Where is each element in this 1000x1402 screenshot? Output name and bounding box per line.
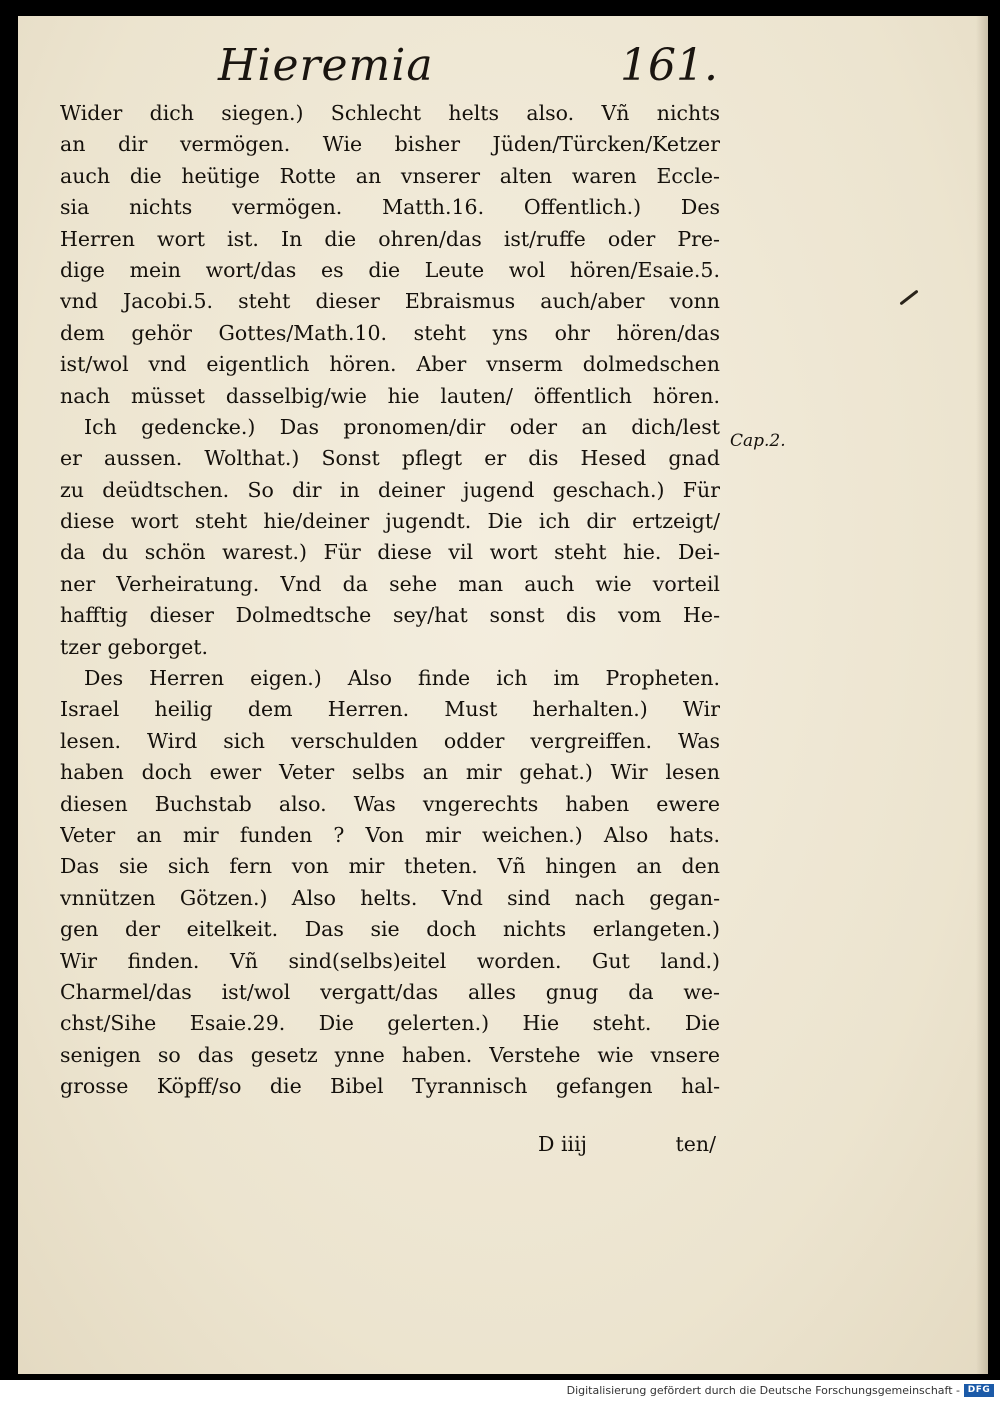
text-line: senigen so das gesetz ynne haben. Verstehe wie vnsere [60, 1042, 720, 1067]
text-line: auch die heütige Rotte an vnserer alten waren Eccle- [60, 163, 720, 188]
text-line: Herren wort ist. In die ohren/das ist/ruffe oder Pre- [60, 226, 720, 251]
text-line: haben doch ewer Veter selbs an mir gehat.) Wir lesen [60, 760, 720, 785]
text-line: ist/wol vnd eigentlich hören. Aber vnserm dolmedschen [60, 352, 720, 377]
text-line: hafftig dieser Dolmedtsche sey/hat sonst dis vom He- [60, 603, 720, 628]
folio-number: 161. [620, 40, 718, 91]
running-head [218, 40, 718, 100]
signature-mark: D iiij [538, 1132, 587, 1156]
margin-note: Cap.2. [730, 431, 786, 451]
text-line: Das sie sich fern von mir theten. Vñ hingen an den [60, 854, 720, 879]
text-line: Wider dich siegen.) Schlecht helts also. Vñ nichts [60, 101, 720, 125]
text-line: da du schön warest.) Für diese vil wort steht hie. Dei- [60, 540, 720, 565]
running-head-title: Hieremia [218, 40, 434, 91]
text-line: nach müsset dasselbig/wie hie lauten/ öffentlich hören. [60, 383, 720, 408]
text-line: vnnützen Götzen.) Also helts. Vnd sind nach gegan- [60, 885, 720, 910]
text-line: diese wort steht hie/deiner jugendt. Die ich dir ertzeigt/ [60, 509, 720, 534]
paragraph-end-line: tzer geborget. [60, 634, 209, 659]
text-line: sia nichts vermögen. Matth.16. Offentlich.) Des [60, 195, 720, 220]
text-line: ner Verheiratung. Vnd da sehe man auch wie vorteil [60, 571, 720, 596]
text-line: Israel heilig dem Herren. Must herhalten.) Wir [60, 697, 720, 722]
text-line: zu deüdtschen. So dir in deiner jugend geschach.) Für [60, 477, 720, 502]
text-line: diesen Buchstab also. Was vngerechts haben ewere [60, 791, 720, 816]
funding-credit: Digitalisierung gefördert durch die Deutsche Forschungsgemeinschaft - [566, 1384, 960, 1397]
text-line: Veter an mir funden ? Von mir weichen.) Also hats. [60, 822, 720, 847]
page-edge-shadow [976, 16, 988, 1374]
footer-bar [0, 1380, 1000, 1402]
book-page [18, 16, 988, 1374]
body-text [60, 98, 720, 1103]
text-line: Charmel/das ist/wol vergatt/das alles gnug da we- [60, 979, 720, 1004]
text-line: an dir vermögen. Wie bisher Jüden/Türcken/Ketzer [60, 132, 720, 157]
text-line: grosse Köpff/so die Bibel Tyrannisch gefangen hal- [60, 1074, 720, 1099]
dfg-logo: DFG [964, 1384, 994, 1397]
ink-mark [899, 290, 918, 306]
paragraph-start-line: Ich gedencke.) Das pronomen/dir oder an dich/lest [84, 414, 720, 439]
text-line: vnd Jacobi.5. steht dieser Ebraismus auch/aber vonn [60, 289, 720, 314]
text-line: gen der eitelkeit. Das sie doch nichts erlangeten.) [60, 917, 720, 942]
text-line: chst/Sihe Esaie.29. Die gelerten.) Hie steht. Die [60, 1011, 720, 1036]
text-line: lesen. Wird sich verschulden odder vergreiffen. Was [60, 728, 720, 753]
text-line: Wir finden. Vñ sind(selbs)eitel worden. Gut land.) [60, 948, 720, 973]
text-line: er aussen. Wolthat.) Sonst pflegt er dis Hesed gnad [60, 446, 720, 471]
text-line: dige mein wort/das es die Leute wol hören/Esaie.5. [60, 257, 720, 282]
text-line: dem gehör Gottes/Math.10. steht yns ohr hören/das [60, 320, 720, 345]
paragraph-start-line: Des Herren eigen.) Also finde ich im Propheten. [84, 666, 720, 691]
catchword: ten/ [675, 1132, 716, 1156]
